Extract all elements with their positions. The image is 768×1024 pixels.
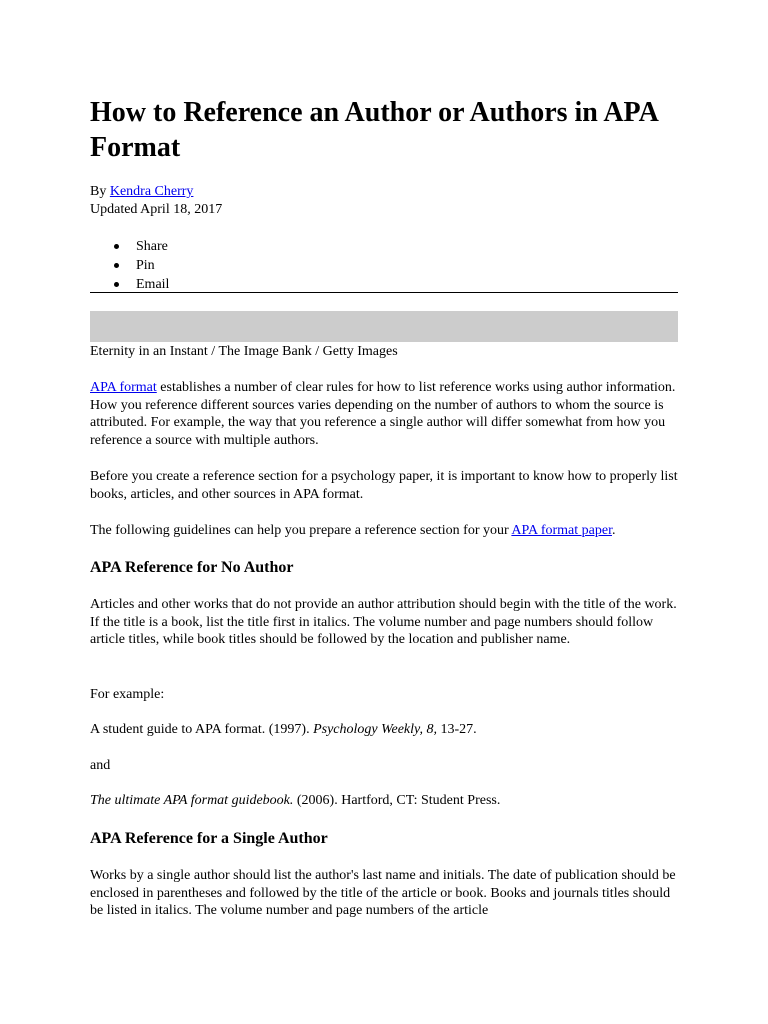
heading-no-author: APA Reference for No Author	[90, 559, 294, 576]
by-label: By	[90, 184, 110, 199]
email-item[interactable]: Email	[90, 275, 169, 294]
share-list	[90, 237, 169, 294]
byline	[90, 183, 222, 219]
for-example-label: For example:	[90, 687, 165, 702]
divider	[90, 292, 678, 293]
ex2-text: (2006). Hartford, CT: Student Press.	[293, 793, 501, 808]
example-reference-2	[90, 792, 678, 810]
intro-p3-end: .	[611, 523, 616, 538]
author-link[interactable]: Kendra Cherry	[109, 184, 194, 199]
example-reference-1	[90, 721, 678, 739]
and-label: and	[90, 758, 111, 773]
ex2-title: The ultimate APA format guidebook.	[90, 793, 294, 808]
ex1-journal: Psychology Weekly, 8,	[313, 722, 437, 737]
single-author-paragraph: Works by a single author should list the author's last name and initials. The date of publication should be enclosed in parentheses and followed by the title of the article or book. Books and journals titles should be listed in italics. The volume number and page numbers of the article	[90, 868, 676, 919]
intro-paragraph-3	[90, 522, 678, 540]
apa-format-paper-link[interactable]: APA format paper	[511, 523, 612, 538]
no-author-paragraph: Articles and other works that do not provide an author attribution should begin with the title of the work. If the title is a book, list the title first in italics. The volume number and page numbers should follow article titles, while book titles should be followed by the location and publisher name.	[90, 597, 677, 648]
share-item[interactable]: Share	[90, 237, 169, 256]
apa-format-link[interactable]: APA format	[90, 380, 157, 395]
article-image-placeholder	[90, 311, 678, 342]
pin-item[interactable]: Pin	[90, 256, 169, 275]
article-title: How to Reference an Author or Authors in APA Format	[90, 97, 658, 163]
ex1-pages: 13-27.	[436, 722, 477, 737]
ex1-text: A student guide to APA format. (1997).	[90, 722, 314, 737]
heading-single-author: APA Reference for a Single Author	[90, 830, 328, 847]
image-caption: Eternity in an Instant / The Image Bank / Getty Images	[90, 344, 398, 359]
intro-p3-text: The following guidelines can help you prepare a reference section for your	[90, 523, 512, 538]
intro-paragraph-1	[90, 379, 678, 450]
intro-p1-text: establishes a number of clear rules for how to list reference works using author information. How you reference different sources varies depending on the number of authors to whom the source is attributed. For example, the way that you reference a single author will differ somewhat from how you reference a source with multiple authors.	[90, 380, 676, 449]
intro-paragraph-2: Before you create a reference section for a psychology paper, it is important to know how to properly list books, articles, and other sources in APA format.	[90, 469, 678, 502]
updated-date: Updated April 18, 2017	[90, 202, 223, 217]
